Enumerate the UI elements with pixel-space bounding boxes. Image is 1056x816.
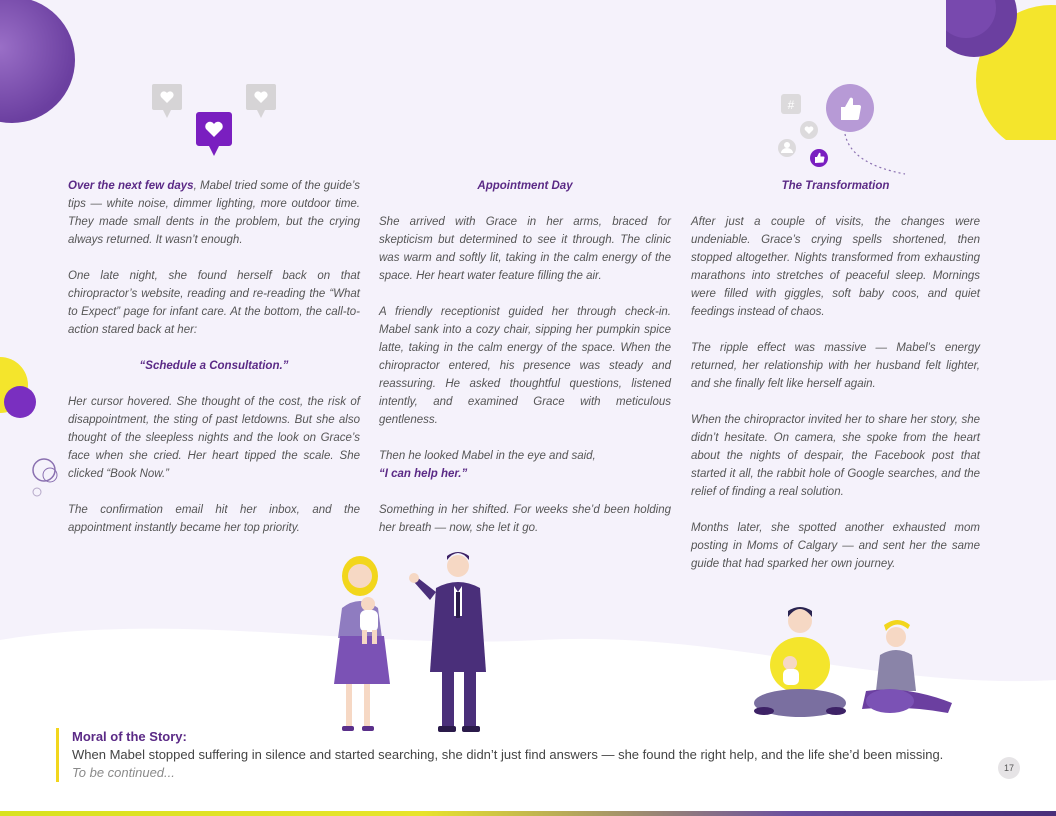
family-sitting-illustration	[750, 605, 960, 725]
story-column-3	[691, 177, 980, 591]
paragraph: After just a couple of visits, the changes were undeniable. Grace’s crying spells shortened, then stopped altogether. Nights transformed from exhausting marathons into stretches of peaceful sleep. Mornings were filled with giggles, soft baby coos, and quiet feedings instead of chaos.	[691, 216, 980, 318]
paragraph: The confirmation email hit her inbox, and the appointment instantly became her top priority.	[68, 504, 360, 534]
social-reaction-icons	[775, 80, 915, 180]
section-heading-transformation: The Transformation	[781, 180, 890, 192]
paragraph	[379, 447, 671, 483]
purple-watercolor-blob-top-left	[0, 0, 80, 140]
paragraph: Her cursor hovered. She thought of the cost, the risk of disappointment, the sting of past letdowns. But she also thought of the sleepless nights and the look on Grace’s face when she cried. Her heart tipped the scale. She clicked “Book Now.”	[68, 396, 360, 480]
paragraph: She arrived with Grace in her arms, braced for skepticism but determined to see it through. The clinic was warm and softly lit, taking in the calm energy of the space. Her heart water feature filling the air.	[379, 216, 671, 282]
mother-and-doctor-illustration	[318, 548, 498, 738]
chiropractor-quote: “I can help her.”	[379, 468, 468, 480]
call-to-action-quote: “Schedule a Consultation.”	[139, 360, 289, 372]
page-number: 17	[998, 757, 1020, 779]
paragraph-text: Then he looked Mabel in the eye and said,	[379, 450, 596, 462]
paragraph-text: , Mabel tried some of the guide’s tips — white noise, dimmer lighting, more outdoor time. They made small dents in the problem, but the crying always returned. It wasn’t enough.	[68, 180, 360, 246]
paragraph: A friendly receptionist guided her through check-in. Mabel sank into a cozy chair, sipping her pumpkin spice latte, taking in the calm energy of the space. When the chiropractor entered, his presence was steady and reassuring. He asked thoughtful questions, listened intently, and examined Grace with meticulous gentleness.	[379, 306, 671, 426]
moral-of-the-story-block	[56, 728, 1002, 782]
story-column-1	[68, 177, 360, 555]
story-column-2	[379, 177, 671, 555]
yellow-purple-circles-top-right	[946, 0, 1056, 140]
paragraph: One late night, she found herself back on that chiropractor’s website, reading and re-reading the “What to Expect” page for infant care. At the bottom, the call-to-action stared back at her:	[68, 270, 360, 336]
paragraph: The ripple effect was massive — Mabel’s energy returned, her relationship with her husband felt lighter, and she finally felt like herself again.	[691, 342, 980, 390]
bottom-gradient-bar	[0, 811, 1056, 816]
paragraph-lead: Over the next few days	[68, 180, 194, 192]
paragraph: Something in her shifted. For weeks she’d been holding her breath — now, she let it go.	[379, 504, 671, 534]
section-heading-appointment-day: Appointment Day	[477, 180, 573, 192]
moral-text: When Mabel stopped suffering in silence and started searching, she didn’t just find answers — she found the right help, and the life she’d been missing.	[72, 747, 944, 762]
heart-bubble-icon	[150, 80, 290, 160]
paragraph: When the chiropractor invited her to share her story, she didn’t hesitate. On camera, she spoke from the heart about the nights of despair, the Facebook post that started it all, the rabbit hole of Google searches, and the relief of finding a real solution.	[691, 414, 980, 498]
svg-text:#: #	[787, 98, 795, 112]
paragraph: Months later, she spotted another exhausted mom posting in Moms of Calgary — and sent her the same guide that had sparked her own journey.	[691, 522, 980, 570]
to-be-continued-text: To be continued...	[72, 765, 175, 780]
paragraph	[68, 177, 360, 249]
left-side-circles-decoration	[0, 355, 60, 505]
moral-title: Moral of the Story:	[72, 729, 187, 744]
